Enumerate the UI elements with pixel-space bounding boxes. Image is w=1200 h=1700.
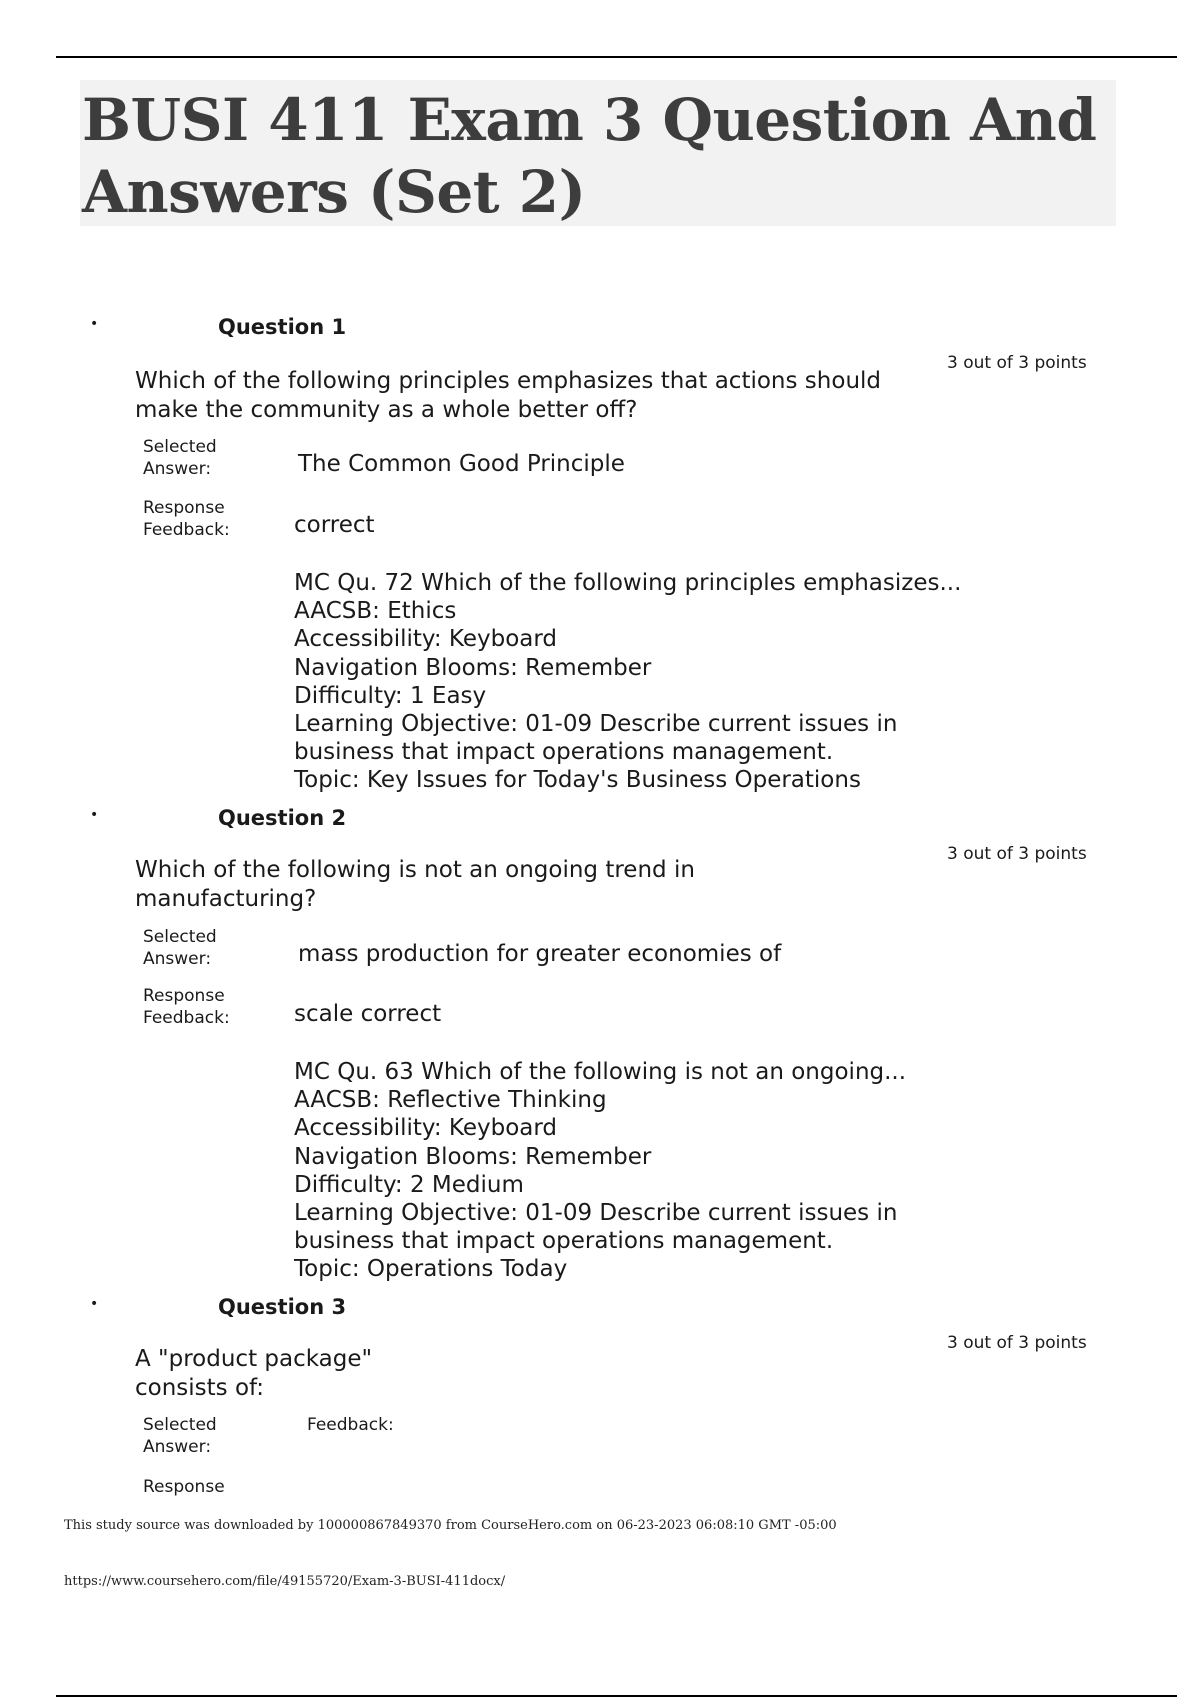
question-2-selected-answer: mass production for greater economies of [298,941,782,967]
question-2-title: Question 2 [218,806,347,830]
question-3-feedback-label: Feedback: [307,1415,394,1435]
detail-line: AACSB: Ethics [294,598,457,625]
question-1-points: 3 out of 3 points [947,353,1087,373]
bullet-icon: • [90,1296,99,1312]
question-1-selected-answer: The Common Good Principle [298,451,625,477]
detail-line: business that impact operations management. [294,1228,834,1255]
question-3-text: A "product package" consists of: [135,1346,373,1401]
bullet-icon: • [90,807,99,823]
question-3-title: Question 3 [218,1295,347,1319]
bottom-rule [56,1695,1177,1697]
question-1-text: Which of the following principles emphasizes that actions should make the community as a whole better off? [135,368,882,423]
detail-line: business that impact operations management. [294,739,834,766]
detail-line: Topic: Key Issues for Today's Business Operations [294,767,861,794]
detail-line: Difficulty: 2 Medium [294,1171,524,1198]
title-banner [80,80,1116,226]
question-3-points: 3 out of 3 points [947,1333,1087,1353]
question-2-details [294,1058,1054,1284]
detail-line: MC Qu. 63 Which of the following is not an ongoing... [294,1059,907,1085]
detail-line: MC Qu. 72 Which of the following principles emphasizes... [294,570,962,596]
document-title: BUSI 411 Exam 3 Question And Answers (Set 2) [82,86,1097,226]
detail-line: Learning Objective: 01-09 Describe current issues in [294,711,898,738]
question-1-selected-answer-label: Selected Answer: [143,437,217,479]
question-3-response-label: Response [143,1477,225,1497]
top-rule [56,56,1177,58]
detail-line: AACSB: Reflective Thinking [294,1087,607,1114]
bullet-icon: • [90,316,99,332]
question-1-response-feedback-label: Response Feedback: [143,498,230,540]
question-2-text: Which of the following is not an ongoing trend in manufacturing? [135,857,695,912]
question-3-selected-answer-label: Selected Answer: [143,1415,217,1457]
detail-line: Navigation Blooms: Remember [294,1143,652,1170]
source-url: https://www.coursehero.com/file/49155720/Exam-3-BUSI-411docx/ [64,1574,506,1589]
question-1-response-feedback: correct [294,512,375,538]
detail-line: Difficulty: 1 Easy [294,682,487,709]
download-notice: This study source was downloaded by 100000867849370 from CourseHero.com on 06-23-2023 06:08:10 GMT -05:00 [64,1518,837,1533]
detail-line: Accessibility: Keyboard [294,1115,558,1142]
question-2-response-feedback-label: Response Feedback: [143,986,230,1028]
question-2-points: 3 out of 3 points [947,844,1087,864]
detail-line: Topic: Operations Today [294,1256,568,1283]
question-2-selected-answer-label: Selected Answer: [143,927,217,969]
detail-line: Learning Objective: 01-09 Describe current issues in [294,1200,898,1227]
detail-line: Navigation Blooms: Remember [294,654,652,681]
question-1-details [294,569,1054,795]
question-1-title: Question 1 [218,315,347,339]
detail-line: Accessibility: Keyboard [294,626,558,653]
question-2-response-feedback: scale correct [294,1001,442,1027]
